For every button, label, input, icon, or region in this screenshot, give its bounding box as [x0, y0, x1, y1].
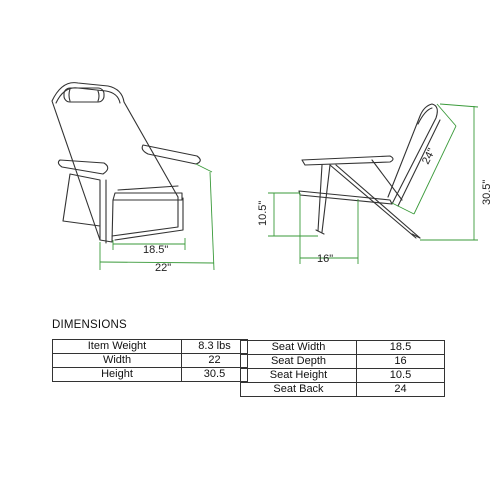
spec-label: Width — [53, 354, 182, 368]
side-height-label: 30.5" — [481, 179, 493, 205]
spec-value: 30.5 — [182, 368, 248, 382]
spec-value: 24 — [357, 383, 445, 397]
chair-front-view — [52, 83, 200, 243]
spec-value: 10.5 — [357, 369, 445, 383]
table-row — [53, 340, 248, 354]
chair-side-view — [299, 104, 440, 238]
spec-label: Seat Height — [241, 369, 357, 383]
spec-label: Seat Width — [241, 341, 357, 355]
table-row — [241, 383, 445, 397]
front-width-label: 22" — [155, 262, 172, 274]
dimensions-table-right — [240, 340, 445, 397]
table-row — [241, 355, 445, 369]
spec-label: Seat Back — [241, 383, 357, 397]
table-row — [53, 354, 248, 368]
spec-label: Item Weight — [53, 340, 182, 354]
spec-value: 22 — [182, 354, 248, 368]
dimensions-table-left — [52, 339, 248, 382]
front-seat-width-label: 18.5" — [143, 244, 169, 256]
table-row — [241, 369, 445, 383]
spec-label: Seat Depth — [241, 355, 357, 369]
table-row — [53, 368, 248, 382]
spec-value: 8.3 lbs — [182, 340, 248, 354]
side-seat-height-label: 10.5" — [257, 200, 269, 226]
spec-value: 18.5 — [357, 341, 445, 355]
side-seat-back-label: 24" — [419, 146, 439, 167]
side-seat-depth-label: 16" — [317, 253, 334, 265]
spec-value: 16 — [357, 355, 445, 369]
table-row — [241, 341, 445, 355]
side-dimension-lines — [268, 104, 478, 264]
dimensions-heading: DIMENSIONS — [52, 319, 127, 331]
spec-label: Height — [53, 368, 182, 382]
